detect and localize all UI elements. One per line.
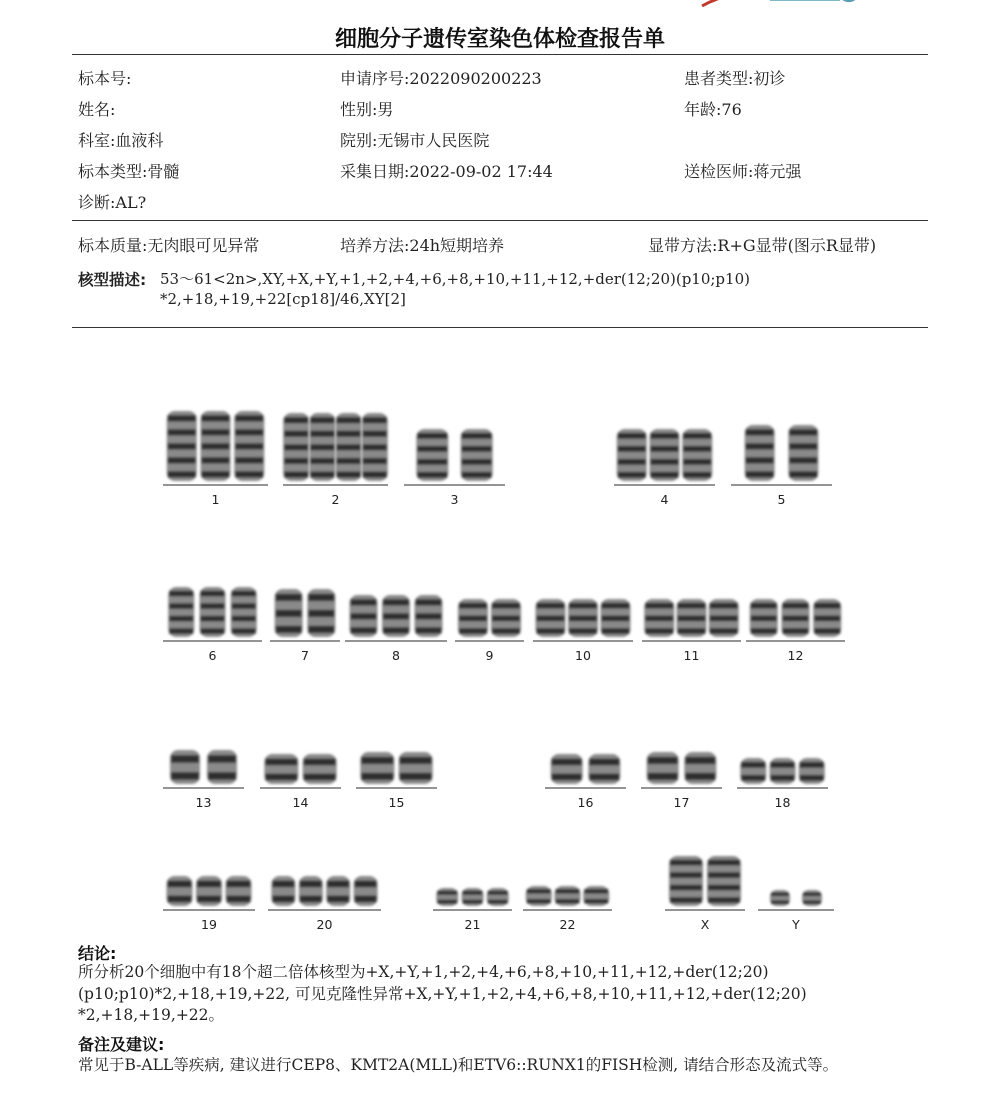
chromosome-label: 5 [777,492,786,507]
chromosome-3 [404,429,505,507]
conclusion-line-3: *2,+18,+19,+22。 [78,1006,225,1024]
chromosome-label: 22 [559,917,576,932]
chromosome-15 [356,752,437,810]
chromosome-copy [782,599,810,637]
chromosome-y [758,890,834,932]
chromosome-copy [336,413,362,481]
chromosome-copy [354,876,378,906]
chromosome-label: 4 [660,492,669,507]
hospital-logo-wordmark-icon [770,0,860,6]
chromosome-copy [487,888,509,906]
chromosome-18 [737,758,828,810]
chromosome-label: 9 [485,648,494,663]
diagnosis: 诊断:AL? [78,193,147,212]
culture-method: 培养方法:24h短期培养 [340,236,505,255]
chromosome-copy [462,888,484,906]
chromosome-copy [382,595,410,637]
chromosome-4 [614,429,715,507]
chromosome-copy [207,750,237,784]
conclusion-line-2: (p10;p10)*2,+18,+19,+22, 可见克隆性异常+X,+Y,+1,+2,+4,+6,+8,+10,+11,+12,+der(12;20) [78,985,807,1003]
chromosome-copy [283,413,309,481]
chromosome-copy [707,856,741,906]
chromosome-copy [168,587,194,637]
chromosome-label: 21 [464,917,481,932]
chromosome-copy [555,886,581,906]
chromosome-copy [677,599,707,637]
chromosome-copy [601,599,631,637]
chromosome-copy [568,599,598,637]
chromosome-copy [461,429,493,481]
request-number: 申请序号:2022090200223 [340,69,542,88]
chromosome-copy [799,758,825,784]
chromosome-copy [275,589,303,637]
chromosome-copy [362,413,388,481]
hospital-logo-icon [700,0,740,8]
chromosome-copy [770,758,796,784]
conclusion-heading: 结论: [78,944,117,963]
chromosome-label: 18 [774,795,791,810]
karyotype-divider [72,327,928,328]
chromosome-copy [526,886,552,906]
chromosome-label: 12 [787,648,804,663]
chromosome-copy [588,754,620,784]
chromosome-22 [523,886,612,932]
chromosome-copy [802,890,822,906]
chromosome-copy [436,888,458,906]
chromosome-copy [303,754,337,784]
chromosome-21 [433,888,512,932]
chromosome-label: X [700,917,710,932]
chromosome-19 [163,876,255,932]
chromosome-16 [545,754,626,810]
chromosome-2 [283,413,388,507]
chromosome-copy [201,411,231,481]
chromosome-label: 2 [331,492,340,507]
chromosome-label: 19 [201,917,217,932]
chromosome-label: 11 [683,648,700,663]
chromosome-copy [684,752,716,784]
remarks-line-1: 常见于B-ALL等疾病, 建议进行CEP8、KMT2A(MLL)和ETV6::RUNX1的FISH检测, 请结合形态及流式等。 [78,1056,839,1074]
chromosome-x [665,856,745,932]
chromosome-copy [167,876,193,906]
chromosome-14 [260,754,341,810]
chromosome-copy [650,429,680,481]
karyotype-line-2: *2,+18,+19,+22[cp18]/46,XY[2] [160,290,406,308]
banding-method: 显带方法:R+G显带(图示R显带) [648,236,877,255]
chromosome-copy [234,411,264,481]
chromosome-label: 16 [577,795,594,810]
chromosome-9 [455,599,524,663]
chromosome-copy [360,752,394,784]
chromosome-copy [536,599,566,637]
chromosome-copy [271,876,295,906]
chromosome-1 [163,411,268,507]
chromosome-label: 7 [301,648,309,663]
chromosome-copy [231,587,257,637]
chromosome-label: 3 [450,492,459,507]
chromosome-copy [770,890,790,906]
chromosome-copy [196,876,222,906]
chromosome-label: 14 [292,795,309,810]
chromosome-copy [458,599,488,637]
chromosome-copy [644,599,674,637]
chromosome-copy [416,429,448,481]
department: 科室:血液科 [78,131,164,150]
chromosome-copy [813,599,841,637]
chromosome-label: Y [792,917,800,932]
chromosome-label: 17 [673,795,690,810]
referring-doctor: 送检医师:蒋元强 [684,162,802,181]
chromosome-copy [551,754,583,784]
collect-date: 采集日期:2022-09-02 17:44 [340,162,553,181]
chromosome-6 [163,587,262,663]
chromosome-copy [299,876,323,906]
chromosome-8 [345,595,447,663]
chromosome-7 [270,589,340,663]
chromosome-copy [326,876,350,906]
chromosome-label: 20 [316,917,333,932]
chromosome-copy [788,425,818,481]
chromosome-label: 13 [195,795,212,810]
patient-age: 年龄:76 [684,100,742,119]
chromosome-10 [533,599,633,663]
chromosome-label: 10 [575,648,591,663]
chromosome-copy [750,599,778,637]
chromosome-copy [745,425,775,481]
chromosome-copy [617,429,647,481]
chromosome-copy [740,758,766,784]
chromosome-copy [167,411,197,481]
chromosome-copy [264,754,298,784]
chromosome-11 [642,599,741,663]
chromosome-copy [491,599,521,637]
karyotype-line-1: 53～61<2n>,XY,+X,+Y,+1,+2,+4,+6,+8,+10,+11,+12,+der(12;20)(p10;p10) [160,270,750,288]
chromosome-13 [163,750,244,810]
chromosome-12 [746,599,845,663]
chromosome-20 [268,876,381,932]
chromosome-copy [399,752,433,784]
remarks-heading: 备注及建议: [78,1035,165,1054]
chromosome-label: 1 [211,492,220,507]
chromosome-copy [682,429,712,481]
patient-type: 患者类型:初诊 [684,69,786,88]
chromosome-copy [170,750,200,784]
chromosome-copy [647,752,679,784]
chromosome-copy [226,876,252,906]
chromosome-copy [200,587,226,637]
chromosome-copy [669,856,703,906]
specimen-quality: 标本质量:无肉眼可见异常 [78,236,260,255]
chromosome-label: 15 [388,795,405,810]
chromosome-label: 6 [208,648,217,663]
title-divider [72,54,928,55]
chromosome-copy [309,413,335,481]
chromosome-copy [350,595,378,637]
info-divider [72,220,928,221]
chromosome-copy [415,595,443,637]
report-title: 细胞分子遗传室染色体检查报告单 [334,27,665,52]
karyotype-label: 核型描述: [78,271,147,289]
patient-sex: 性别:男 [340,100,394,119]
specimen-type: 标本类型:骨髓 [78,162,180,181]
chromosome-copy [307,589,335,637]
chromosome-copy [709,599,739,637]
hospital: 院别:无锡市人民医院 [340,131,490,150]
karyogram-image [0,330,1000,940]
chromosome-label: 8 [392,648,400,663]
specimen-number: 标本号: [78,69,132,88]
chromosome-17 [641,752,722,810]
conclusion-line-1: 所分析20个细胞中有18个超二倍体核型为+X,+Y,+1,+2,+4,+6,+8,+10,+11,+12,+der(12;20) [78,963,769,981]
patient-name: 姓名: [78,100,116,119]
chromosome-5 [731,425,832,507]
chromosome-copy [583,886,609,906]
